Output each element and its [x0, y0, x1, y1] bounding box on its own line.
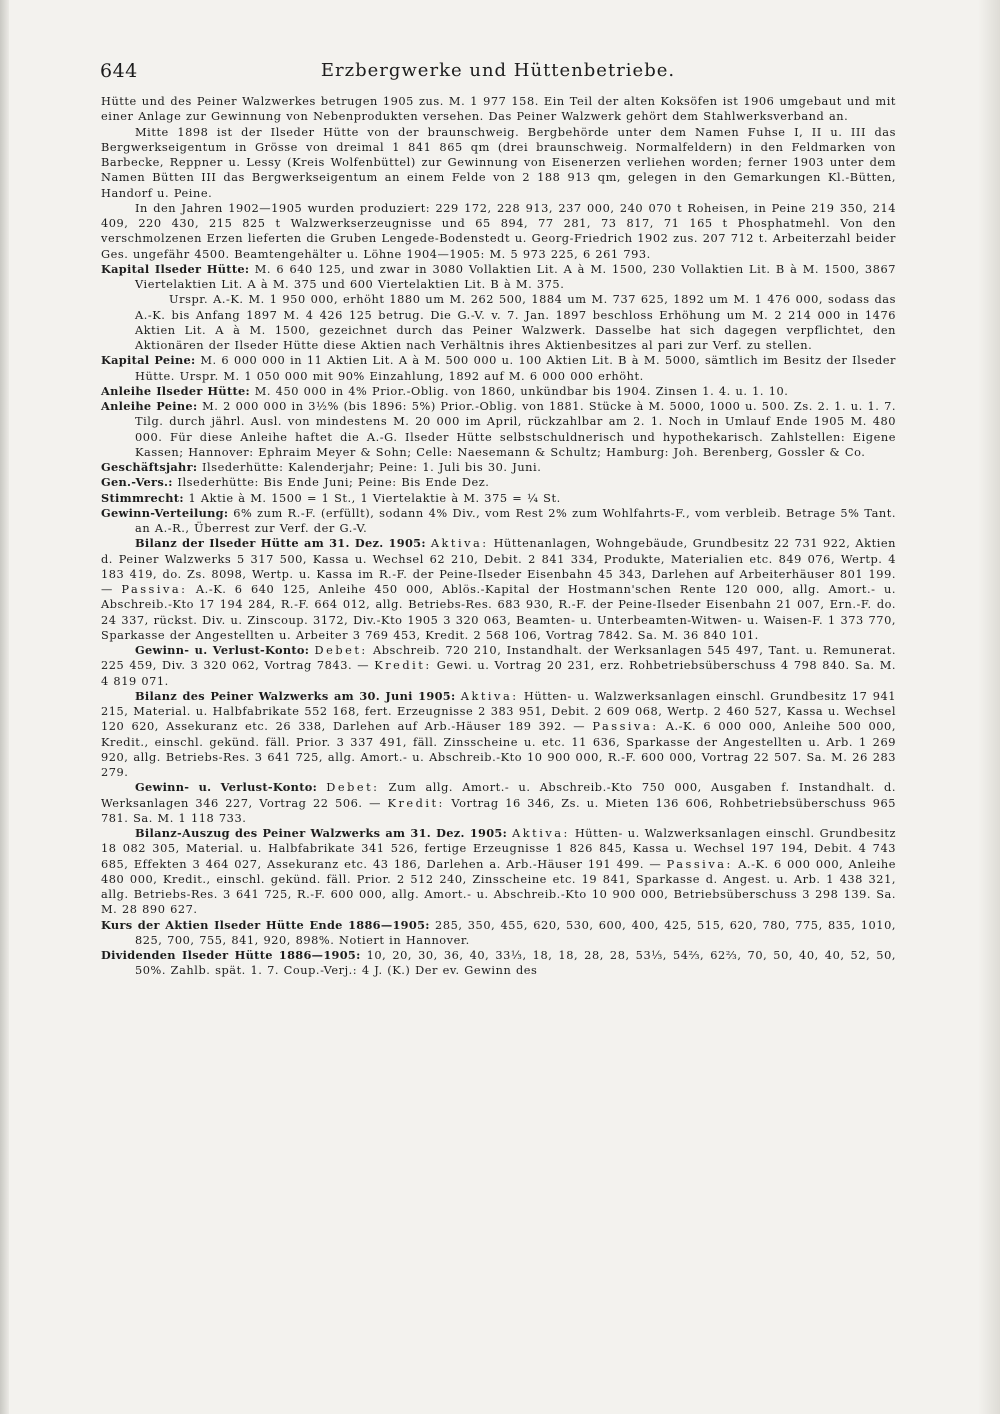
entry-label: Kurs der Aktien Ilseder Hütte Ende 1886—1905:: [101, 917, 430, 932]
paragraph: In den Jahren 1902—1905 wurden produziert: 229 172, 228 913, 237 000, 240 070 t Roheisen, in Peine 219 350, 214 409, 220 430, 215 825 t Walzwerkserzeugnisse und 65 894, 77 281, 73 817, 71 165 t Phosphatmehl. Von den verschmolzenen Erzen lieferten die Gruben Lengede-Bodenstedt u. Georg-Friedrich 1902 zus. 207 712 t. Arbeiterzahl beider Ges. ungefähr 4500. Beamtengehälter u. Löhne 1904—1905: M. 5 973 225, 6 261 793.: [101, 200, 896, 261]
entry-voting-right: Stimmrecht: 1 Aktie à M. 1500 = 1 St., 1 Viertelaktie à M. 375 = ¼ St.: [101, 490, 561, 505]
page-edge-left: [0, 0, 9, 1414]
entry-label: Stimmrecht:: [101, 490, 184, 505]
entry-loan-ilsede: Anleihe Ilseder Hütte: M. 450 000 in 4% Prior.-Oblig. von 1860, unkündbar bis 1904. Zinsen 1. 4. u. 1. 10.: [101, 383, 789, 398]
entry-profit-loss-peine: Gewinn- u. Verlust-Konto: Debet: Zum allg. Amort.- u. Abschreib.-Kto 750 000, Ausgaben f. Instandhalt. d. Werksanlagen 346 227, Vortrag 22 506. — Kredit: Vortrag 16 346, Zs. u. Mieten 136 606, Rohbetriebsüberschuss 965 781. Sa. M. 1 118 733.: [101, 780, 896, 825]
body-text: [101, 94, 896, 979]
entry-label: Anleihe Ilseder Hütte:: [101, 383, 251, 398]
entry-profit-loss-ilsede: Gewinn- u. Verlust-Konto: Debet: Abschreib. 720 210, Instandhalt. der Werksanlagen 545 497, Tant. u. Remunerat. 225 459, Div. 3 320 062, Vortrag 7843. — Kredit: Gewi. u. Vortrag 20 231, erz. Rohbetriebsüberschuss 4 798 840. Sa. M. 4 819 071.: [101, 643, 897, 688]
entry-label: Kapital Peine:: [101, 353, 196, 368]
page-header: [100, 60, 896, 86]
entry-share-price: Kurs der Aktien Ilseder Hütte Ende 1886—1905: 285, 350, 455, 620, 530, 600, 400, 425, 515, 620, 780, 775, 835, 1010, 825, 700, 755, 841, 920, 898%. Notiert in Hannover.: [101, 917, 896, 947]
entry-label: Anleihe Peine:: [101, 399, 198, 413]
entry-label: Gewinn- u. Verlust-Konto:: [135, 643, 310, 657]
entry-profit-distribution: Gewinn-Verteilung: 6% zum R.-F. (erfüllt), sodann 4% Div., vom Rest 2% zum Wohlfahrts-F., vom verbleib. Betrage 5% Tant. an A.-R., Überrest zur Verf. der G.-V.: [101, 505, 896, 535]
entry-label: Bilanz des Peiner Walzwerks am 30. Juni 1905:: [135, 688, 456, 703]
entry-label: Bilanz-Auszug des Peiner Walzwerks am 31. Dez. 1905:: [135, 826, 508, 840]
entry-label: Dividenden Ilseder Hütte 1886—1905:: [101, 948, 361, 962]
page-number: 644: [100, 60, 138, 82]
entry-capital-ilsede: Kapital Ilseder Hütte: M. 6 640 125, und zwar in 3080 Vollaktien Lit. A à M. 1500, 230 Vollaktien Lit. B à M. 1500, 3867 Viertelaktien Lit. A à M. 375 und 600 Viertelaktien Lit. B à M. 375.: [101, 261, 897, 291]
entry-label: Geschäftsjahr:: [101, 460, 198, 474]
entry-balance-ilsede-1905: Bilanz der Ilseder Hütte am 31. Dez. 1905: Aktiva: Hüttenanlagen, Wohngebäude, Grundbesitz 22 731 922, Aktien d. Peiner Walzwerks 5 317 500, Kassa u. Wechsel 62 210, Debit. 2 841 334, Produkte, Materialien etc. 849 076, Wertp. 4 183 419, do. Zs. 8098, Wertp. u. Kassa im R.-F. der Peine-Ilseder Eisenbahn 45 343, Darlehen auf Arbeiterhäuser 801 199. — Passiva: A.-K. 6 640 125, Anleihe 450 000, Ablös.-Kapital der Hostmann'schen Rente 120 000, allg. Amort.- u. Abschreib.-Kto 17 194 284, R.-F. 664 012, allg. Betriebs-Res. 683 930, R.-F. der Peine-Ilseder Eisenbahn 21 007, Ern.-F. do. 24 337, rückst. Div. u. Zinscoup. 3172, Div.-Kto 1905 3 320 063, Beamten- u. Unterbeamten-Witwen- u. Waisen-F. 1 373 770, Sparkasse der Angestellten u. Arbeiter 3 769 453, Kredit. 2 568 106, Vortrag 7842. Sa. M. 36 840 101.: [101, 536, 896, 642]
paragraph: Hütte und des Peiner Walzwerkes betrugen 1905 zus. M. 1 977 158. Ein Teil der alten Koksöfen ist 1906 umgebaut und mit einer Anlage zur Gewinnung von Nebenprodukten versehen. Das Peiner Walzwerk gehört dem Stahlwerksverband an.: [101, 94, 896, 124]
paragraph: Mitte 1898 ist der Ilseder Hütte von der braunschweig. Bergbehörde unter dem Namen Fuhse I, II u. III das Bergwerkseigentum in Grösse von dreimal 1 841 865 qm (drei braunschweig. Normalfeldern) in den Feldmarken von Barbecke, Reppner u. Lessy (Kreis Wolfenbüttel) zur Gewinnung von Eisenerzen verliehen worden; ferner 1903 unter dem Namen Bütten III das Bergwerkseigentum an einem Felde von 2 188 913 qm, gelegen in den Gemarkungen Kl.-Bütten, Handorf u. Peine.: [101, 124, 896, 200]
entry-capital-peine: Kapital Peine: M. 6 000 000 in 11 Aktien Lit. A à M. 500 000 u. 100 Aktien Lit. B à M. 5000, sämtlich im Besitz der Ilseder Hütte. Urspr. M. 1 050 000 mit 90% Einzahlung, 1892 auf M. 6 000 000 erhöht.: [101, 353, 897, 383]
entry-loan-peine: Anleihe Peine: M. 2 000 000 in 3½% (bis 1896: 5%) Prior.-Oblig. von 1881. Stücke à M. 5000, 1000 u. 500. Zs. 2. 1. u. 1. 7. Tilg. durch jährl. Ausl. von mindestens M. 20 000 im April, rückzahlbar am 2. 1. Noch in Umlauf Ende 1905 M. 480 000. Für diese Anleihe haftet die A.-G. Ilseder Hütte selbstschuldnerisch und hypothekarisch. Zahlstellen: Eigene Kassen; Hannover: Ephraim Meyer & Sohn; Celle: Naesemann & Schultz; Hamburg: Joh. Berenberg, Gossler & Co.: [101, 399, 897, 459]
entry-dividends: Dividenden Ilseder Hütte 1886—1905: 10, 20, 30, 36, 40, 33⅓, 18, 18, 28, 28, 53⅓, 54⅔, 62⅔, 70, 50, 40, 40, 52, 50, 50%. Zahlb. spät. 1. 7. Coup.-Verj.: 4 J. (K.) Der ev. Gewinn des: [101, 948, 896, 978]
entry-label: Gewinn-Verteilung:: [101, 505, 229, 520]
entry-label: Bilanz der Ilseder Hütte am 31. Dez. 1905:: [135, 536, 426, 551]
running-title: Erzbergwerke und Hüttenbetriebe.: [320, 60, 676, 81]
entry-balance-peine-june-1905: Bilanz des Peiner Walzwerks am 30. Juni 1905: Aktiva: Hütten- u. Walzwerksanlagen einschl. Grundbesitz 17 941 215, Material. u. Halbfabrikate 552 168, fert. Erzeugnisse 2 383 951, Debit. 2 609 068, Wertp. 2 460 527, Kassa u. Wechsel 120 620, Assekuranz etc. 26 338, Darlehen auf Arb.-Häuser 189 392. — Passiva: A.-K. 6 000 000, Anleihe 500 000, Kredit., einschl. gekünd. fäll. Prior. 3 337 491, fäll. Zinsscheine u. etc. 11 636, Sparkasse der Angestellten u. Arb. 1 269 920, allg. Betriebs-Res. 3 641 725, allg. Amort.- u. Abschreib.-Kto 10 900 000, R.-F. 600 000, Vortrag 22 507. Sa. M. 26 283 279.: [101, 688, 897, 779]
entry-label: Gewinn- u. Verlust-Konto:: [135, 780, 318, 795]
paragraph: Urspr. A.-K. M. 1 950 000, erhöht 1880 um M. 262 500, 1884 um M. 737 625, 1892 um M. 1 476 000, sodass das A.-K. bis Anfang 1897 M. 4 426 125 betrug. Die G.-V. v. 7. Jan. 1897 beschloss Erhöhung um M. 2 214 000 in 1476 Aktien Lit. A à M. 1500, gezeichnet durch das Peiner Walzwerk. Dasselbe hat sich dagegen verpflichtet, den Aktionären der Ilseder Hütte diese Aktien nach Verhältnis ihres Aktienbesitzes al pari zur Verf. zu stellen.: [135, 292, 896, 352]
entry-general-meeting: Gen.-Vers.: Ilsederhütte: Bis Ende Juni; Peine: Bis Ende Dez.: [101, 475, 490, 490]
entry-label: Gen.-Vers.:: [101, 475, 173, 490]
entry-balance-extract-peine-dec-1905: Bilanz-Auszug des Peiner Walzwerks am 31. Dez. 1905: Aktiva: Hütten- u. Walzwerksanlagen einschl. Grundbesitz 18 082 305, Material. u. Halbfabrikate 341 526, fertige Erzeugnisse 1 826 845, Kassa u. Wechsel 197 194, Debit. 4 743 685, Effekten 3 464 027, Assekuranz etc. 43 186, Darlehen a. Arb.-Häuser 191 499. — Passiva: A.-K. 6 000 000, Anleihe 480 000, Kredit., einschl. gekünd. fäll. Prior. 2 512 240, Zinsscheine etc. 19 841, Sparkasse d. Angest. u. Arb. 1 438 321, allg. Betriebs-Res. 3 641 725, R.-F. 600 000, allg. Amort.- u. Abschreib.-Kto 10 900 000, Betriebsüberschuss 3 298 139. Sa. M. 28 890 627.: [101, 826, 897, 917]
entry-label: Kapital Ilseder Hütte:: [101, 261, 250, 276]
entry-fiscal-year: Geschäftsjahr: Ilsederhütte: Kalenderjahr; Peine: 1. Juli bis 30. Juni.: [101, 460, 542, 474]
page-edge-right: [978, 0, 1000, 1414]
